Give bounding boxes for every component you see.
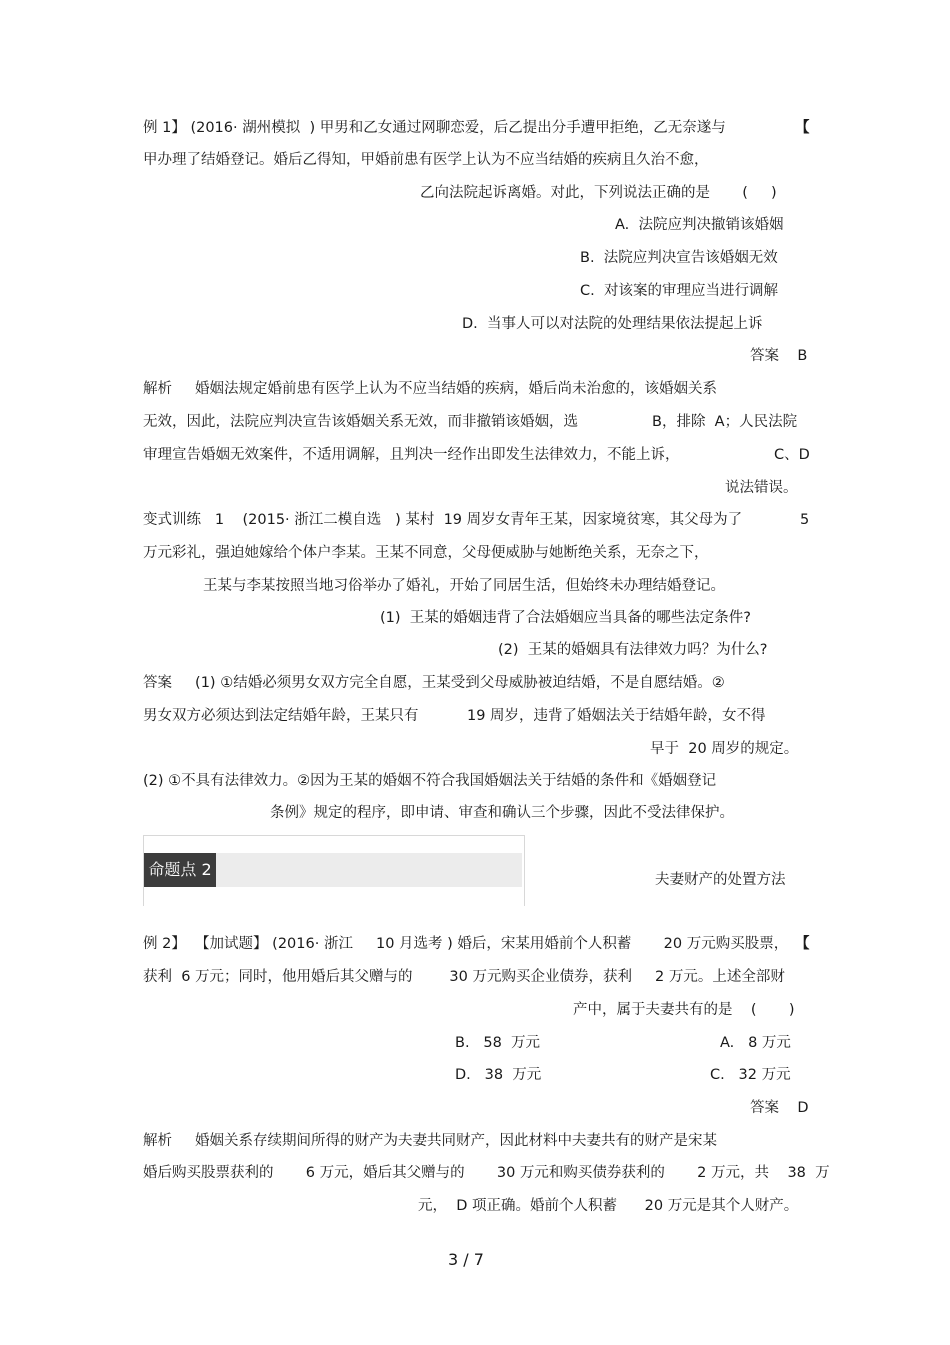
- var1-answer-line-1: 答案 (1) ①结婚必须男女双方完全自愿，王某受到父母威胁被迫结婚，不是自愿结婚。②: [143, 675, 725, 691]
- var1-line-3: 王某与李某按照当地习俗举办了婚礼，开始了同居生活，但始终未办理结婚登记。: [203, 578, 725, 594]
- ex2-bracket: 【: [795, 936, 810, 952]
- ex1-line-3: 乙向法院起诉离婚。对此，下列说法正确的是 ( ): [420, 185, 777, 201]
- analysis1-line-3b: C、D: [774, 447, 810, 463]
- ex1-option-b: B. 法院应判决宣告该婚姻无效: [580, 250, 778, 266]
- ex1-bracket: 【: [795, 120, 810, 136]
- ex1-option-a: A. 法院应判决撤销该婚姻: [615, 217, 784, 233]
- ex1-line-1: 例 1】 (2016· 湖州模拟 ) 甲男和乙女通过网聊恋爱，后乙提出分手遭甲拒绝，乙无奈遂与: [143, 120, 726, 136]
- ex1-option-c: C. 对该案的审理应当进行调解: [580, 283, 778, 299]
- analysis1-line-2b: B，排除 A；人民法院: [652, 414, 798, 430]
- var1-answer-line-2b: 19 周岁，违背了婚姻法关于结婚年龄，女不得: [467, 708, 766, 724]
- analysis2-line-2: 婚后购买股票获利的 6 万元，婚后其父赠与的 30 万元和购买债券获利的 2 万元，共 38 万: [143, 1165, 830, 1181]
- var1-line-2: 万元彩礼，强迫她嫁给个体户李某。王某不同意，父母便威胁与她断绝关系，无奈之下，: [143, 545, 709, 561]
- var1-answer-line-5: 条例》规定的程序，即申请、审查和确认三个步骤，因此不受法律保护。: [270, 805, 734, 821]
- ex2-option-d: D. 38 万元: [455, 1067, 542, 1083]
- var1-line-1b: 5: [800, 512, 810, 528]
- ex1-answer: 答案 B: [750, 348, 808, 364]
- analysis1-line-1: 解析 婚姻法规定婚前患有医学上认为不应当结婚的疾病，婚后尚未治愈的，该婚姻关系: [143, 381, 718, 397]
- section-label: 命题点 2: [144, 853, 216, 887]
- ex1-option-d: D. 当事人可以对法院的处理结果依法提起上诉: [462, 316, 763, 332]
- ex1-line-2: 甲办理了结婚登记。婚后乙得知，甲婚前患有医学上认为不应当结婚的疾病且久治不愈，: [143, 152, 709, 168]
- analysis1-line-3: 审理宣告婚姻无效案件，不适用调解，且判决一经作出即发生法律效力，不能上诉，: [143, 447, 680, 463]
- var1-question-2: (2) 王某的婚姻具有法律效力吗？为什么?: [498, 642, 768, 658]
- analysis1-line-2: 无效，因此，法院应判决宣告该婚姻关系无效，而非撤销该婚姻，选: [143, 414, 578, 430]
- page-number: 3 / 7: [448, 1250, 484, 1269]
- section-title: 夫妻财产的处置方法: [655, 872, 786, 888]
- var1-answer-line-2: 男女双方必须达到法定结婚年龄，王某只有: [143, 708, 419, 724]
- analysis2-line-1: 解析 婚姻关系存续期间所得的财产为夫妻共同财产，因此材料中夫妻共有的财产是宋某: [143, 1133, 718, 1149]
- analysis1-line-4: 说法错误。: [725, 480, 798, 496]
- var1-answer-line-4: (2) ①不具有法律效力。②因为王某的婚姻不符合我国婚姻法关于结婚的条件和《婚姻登记: [143, 773, 717, 789]
- ex2-option-a: A. 8 万元: [720, 1035, 791, 1051]
- ex2-option-c: C. 32 万元: [710, 1067, 791, 1083]
- section-header-box: [143, 835, 525, 906]
- var1-question-1: (1) 王某的婚姻违背了合法婚姻应当具备的哪些法定条件?: [380, 610, 751, 626]
- ex2-line-1: 例 2】 【加试题】 (2016· 浙江 10 月选考 ) 婚后，宋某用婚前个人积蓄 20 万元购买股票，: [143, 936, 789, 952]
- analysis2-line-3: 元， D 项正确。婚前个人积蓄 20 万元是其个人财产。: [418, 1198, 799, 1214]
- var1-line-1: 变式训练 1 (2015· 浙江二模自选 ) 某村 19 周岁女青年王某，因家境贫寒，其父母为了: [143, 512, 743, 528]
- ex2-answer: 答案 D: [750, 1100, 809, 1116]
- ex2-line-2: 获利 6 万元；同时，他用婚后其父赠与的 30 万元购买企业债券，获利 2 万元。上述全部财: [143, 969, 785, 985]
- ex2-line-3: 产中，属于夫妻共有的是 ( ): [573, 1002, 795, 1018]
- ex2-option-b: B. 58 万元: [455, 1035, 541, 1051]
- var1-answer-line-3: 早于 20 周岁的规定。: [650, 741, 799, 757]
